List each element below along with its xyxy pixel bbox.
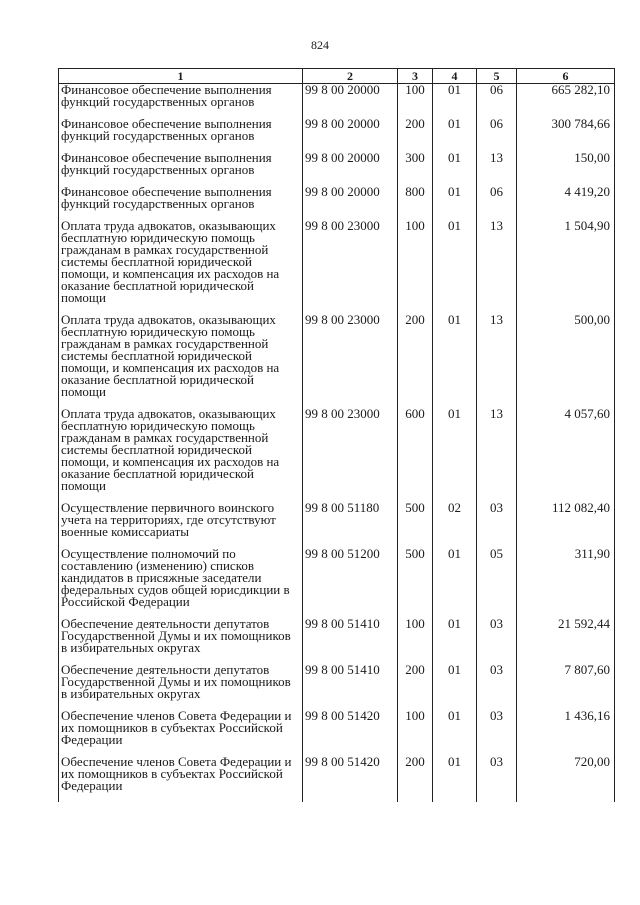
cell-col4: 01 (433, 118, 477, 152)
cell-name: Оплата труда адвокатов, оказывающих бесплатную юридическую помощь гражданам в рамках государственной системы бесплатной юридической помощи, и компенсация их расходов на оказание бесплатной юридической помощи (59, 408, 303, 502)
cell-name: Обеспечение членов Совета Федерации и их помощников в субъектах Российской Федерации (59, 710, 303, 756)
column-header-3: 3 (398, 69, 433, 84)
cell-amount: 4 057,60 (517, 408, 615, 502)
table-row (59, 220, 615, 314)
cell-col5: 13 (477, 220, 517, 314)
cell-col5: 03 (477, 618, 517, 664)
cell-col5: 06 (477, 118, 517, 152)
cell-code: 99 8 00 20000 (303, 118, 398, 152)
cell-code: 99 8 00 20000 (303, 84, 398, 119)
cell-col5: 03 (477, 664, 517, 710)
cell-col4: 01 (433, 84, 477, 119)
table-row (59, 118, 615, 152)
cell-col5: 06 (477, 84, 517, 119)
cell-name: Финансовое обеспечение выполнения функций государственных органов (59, 186, 303, 220)
cell-col4: 01 (433, 220, 477, 314)
table-row (59, 664, 615, 710)
cell-col4: 01 (433, 664, 477, 710)
cell-name: Осуществление первичного воинского учета на территориях, где отсутствуют военные комиссариаты (59, 502, 303, 548)
cell-name: Оплата труда адвокатов, оказывающих бесплатную юридическую помощь гражданам в рамках государственной системы бесплатной юридической помощи, и компенсация их расходов на оказание бесплатной юридической помощи (59, 220, 303, 314)
cell-col3: 100 (398, 710, 433, 756)
column-header-4: 4 (433, 69, 477, 84)
cell-col4: 02 (433, 502, 477, 548)
cell-col4: 01 (433, 548, 477, 618)
cell-col5: 05 (477, 548, 517, 618)
cell-col3: 500 (398, 502, 433, 548)
cell-name: Финансовое обеспечение выполнения функций государственных органов (59, 84, 303, 119)
cell-code: 99 8 00 20000 (303, 152, 398, 186)
cell-col5: 13 (477, 152, 517, 186)
cell-col4: 01 (433, 314, 477, 408)
cell-col3: 200 (398, 314, 433, 408)
cell-col3: 200 (398, 756, 433, 802)
cell-amount: 720,00 (517, 756, 615, 802)
cell-code: 99 8 00 23000 (303, 408, 398, 502)
cell-col3: 600 (398, 408, 433, 502)
cell-col5: 06 (477, 186, 517, 220)
cell-amount: 4 419,20 (517, 186, 615, 220)
cell-col4: 01 (433, 408, 477, 502)
cell-name: Обеспечение членов Совета Федерации и их помощников в субъектах Российской Федерации (59, 756, 303, 802)
table-row (59, 186, 615, 220)
cell-col5: 03 (477, 502, 517, 548)
table-row (59, 756, 615, 802)
column-header-2: 2 (303, 69, 398, 84)
cell-col5: 13 (477, 314, 517, 408)
cell-name: Обеспечение деятельности депутатов Государственной Думы и их помощников в избирательных округах (59, 618, 303, 664)
cell-col5: 03 (477, 756, 517, 802)
table-row (59, 314, 615, 408)
cell-amount: 1 504,90 (517, 220, 615, 314)
cell-amount: 112 082,40 (517, 502, 615, 548)
cell-col3: 100 (398, 220, 433, 314)
cell-name: Финансовое обеспечение выполнения функций государственных органов (59, 118, 303, 152)
cell-col4: 01 (433, 186, 477, 220)
column-header-5: 5 (477, 69, 517, 84)
cell-col5: 13 (477, 408, 517, 502)
cell-code: 99 8 00 51200 (303, 548, 398, 618)
table-row (59, 548, 615, 618)
cell-amount: 150,00 (517, 152, 615, 186)
cell-col4: 01 (433, 710, 477, 756)
cell-name: Финансовое обеспечение выполнения функций государственных органов (59, 152, 303, 186)
cell-col3: 500 (398, 548, 433, 618)
cell-amount: 300 784,66 (517, 118, 615, 152)
cell-col3: 300 (398, 152, 433, 186)
cell-col3: 100 (398, 618, 433, 664)
table-row (59, 152, 615, 186)
table-row (59, 710, 615, 756)
cell-code: 99 8 00 51420 (303, 756, 398, 802)
cell-code: 99 8 00 23000 (303, 314, 398, 408)
cell-col3: 800 (398, 186, 433, 220)
cell-name: Обеспечение деятельности депутатов Государственной Думы и их помощников в избирательных округах (59, 664, 303, 710)
cell-col3: 200 (398, 118, 433, 152)
cell-amount: 1 436,16 (517, 710, 615, 756)
table-row (59, 408, 615, 502)
table-row (59, 84, 615, 119)
cell-col4: 01 (433, 756, 477, 802)
cell-amount: 500,00 (517, 314, 615, 408)
cell-col3: 100 (398, 84, 433, 119)
cell-name: Оплата труда адвокатов, оказывающих бесплатную юридическую помощь гражданам в рамках государственной системы бесплатной юридической помощи, и компенсация их расходов на оказание бесплатной юридической помощи (59, 314, 303, 408)
cell-code: 99 8 00 51410 (303, 664, 398, 710)
cell-code: 99 8 00 51180 (303, 502, 398, 548)
cell-amount: 311,90 (517, 548, 615, 618)
cell-amount: 665 282,10 (517, 84, 615, 119)
page-number: 824 (311, 38, 329, 52)
column-header-1: 1 (59, 69, 303, 84)
column-header-6: 6 (517, 69, 615, 84)
cell-name: Осуществление полномочий по составлению (изменению) списков кандидатов в присяжные заседатели федеральных судов общей юрисдикции в Российской Федерации (59, 548, 303, 618)
cell-code: 99 8 00 51420 (303, 710, 398, 756)
table-body (59, 84, 615, 803)
table-row (59, 618, 615, 664)
cell-col4: 01 (433, 152, 477, 186)
cell-code: 99 8 00 20000 (303, 186, 398, 220)
cell-col3: 200 (398, 664, 433, 710)
cell-amount: 21 592,44 (517, 618, 615, 664)
cell-code: 99 8 00 23000 (303, 220, 398, 314)
cell-col4: 01 (433, 618, 477, 664)
budget-table (58, 68, 615, 802)
table-row (59, 502, 615, 548)
cell-col5: 03 (477, 710, 517, 756)
cell-amount: 7 807,60 (517, 664, 615, 710)
cell-code: 99 8 00 51410 (303, 618, 398, 664)
